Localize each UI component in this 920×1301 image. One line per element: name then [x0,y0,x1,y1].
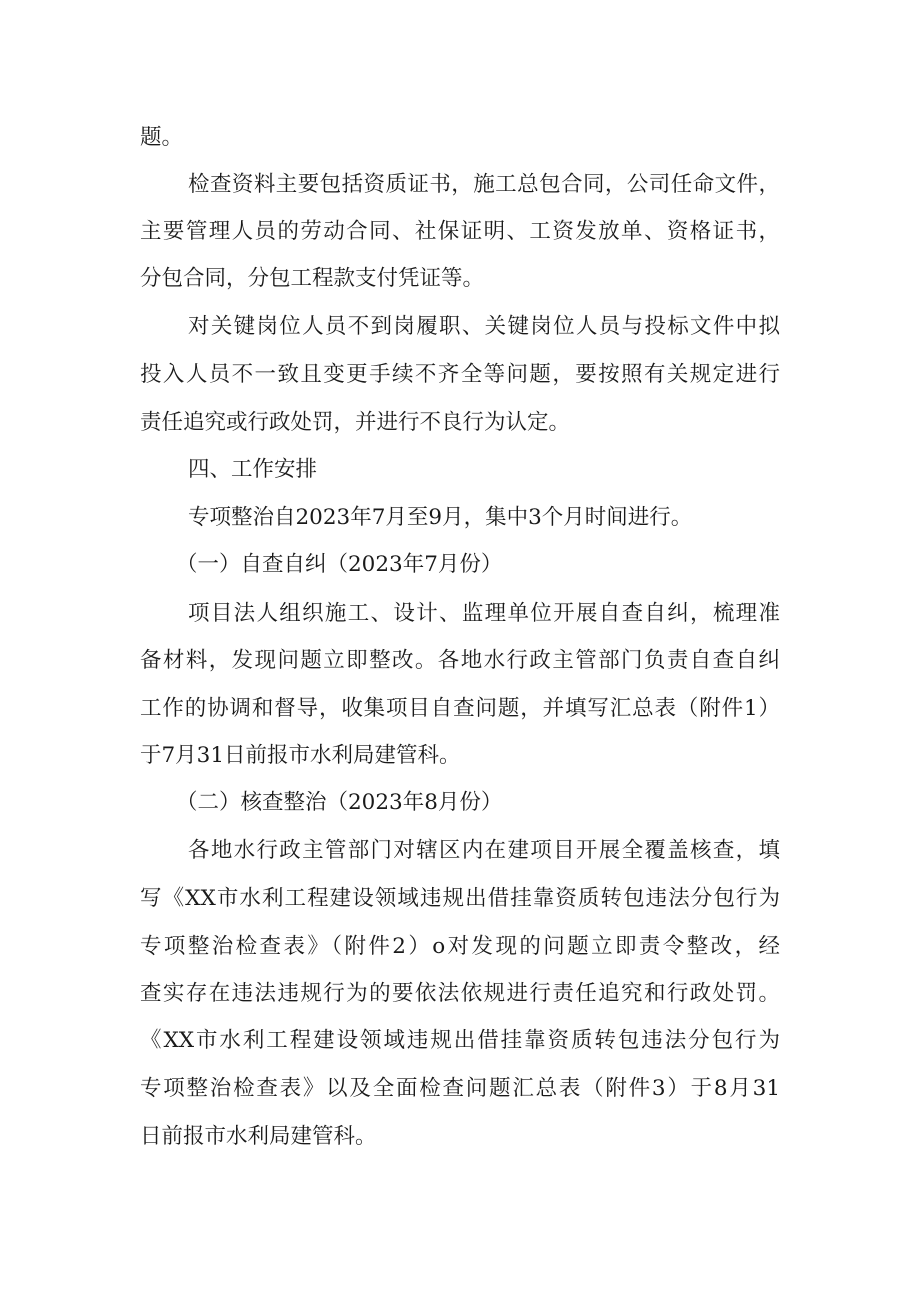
paragraph-accountability-line-3: 责任追究或行政处罚，并进行不良行为认定。 [140,410,571,435]
paragraph-accountability-line-2: 投入人员不一致且变更手续不齐全等问题，要按照有关规定进行 [140,362,780,387]
paragraph-self-inspection-line-1: 项目法人组织施工、设计、监理单位开展自查自纠，梳理准 [188,601,780,626]
paragraph-verification-line-6: 专项整治检查表》以及全面检查问题汇总表（附件3）于8月31 [140,1076,780,1101]
paragraph-self-inspection-line-4: 于7月31日前报市水利局建管科。 [140,743,461,768]
subheading-verification: （二）核查整治（2023年8月份） [176,790,503,815]
paragraph-verification-line-4: 查实存在违法违规行为的要依法依规进行责任追究和行政处罚。 [140,981,780,1006]
subheading-self-inspection: （一）自查自纠（2023年7月份） [176,552,503,577]
paragraph-self-inspection-line-2: 备材料，发现问题立即整改。各地水行政主管部门负责自查自纠 [140,648,780,673]
paragraph-materials-line-1: 检查资料主要包括资质证书，施工总包合同，公司任命文件， [188,172,780,197]
paragraph-materials-line-2: 主要管理人员的劳动合同、社保证明、工资发放单、资格证书， [140,219,780,244]
paragraph-verification-line-2: 写《XX市水利工程建设领域违规出借挂靠资质转包违法分包行为 [140,886,780,911]
text-line-continuation: 题。 [140,125,184,150]
paragraph-verification-line-1: 各地水行政主管部门对辖区内在建项目开展全覆盖核查，填 [188,838,780,863]
paragraph-verification-line-7: 日前报市水利局建管科。 [140,1124,377,1149]
paragraph-verification-line-5: 《XX市水利工程建设领域违规出借挂靠资质转包违法分包行为 [140,1028,780,1053]
section-heading-work-arrangement: 四、工作安排 [188,457,318,482]
paragraph-materials-line-3: 分包合同，分包工程款支付凭证等。 [140,266,485,291]
paragraph-self-inspection-line-3: 工作的协调和督导，收集项目自查问题，并填写汇总表（附件1） [140,696,780,721]
paragraph-accountability-line-1: 对关键岗位人员不到岗履职、关键岗位人员与投标文件中拟 [188,314,780,339]
paragraph-verification-line-3: 专项整治检查表》（附件2）o对发现的问题立即责令整改，经 [140,934,780,959]
paragraph-schedule: 专项整治自2023年7月至9月，集中3个月时间进行。 [188,505,693,530]
